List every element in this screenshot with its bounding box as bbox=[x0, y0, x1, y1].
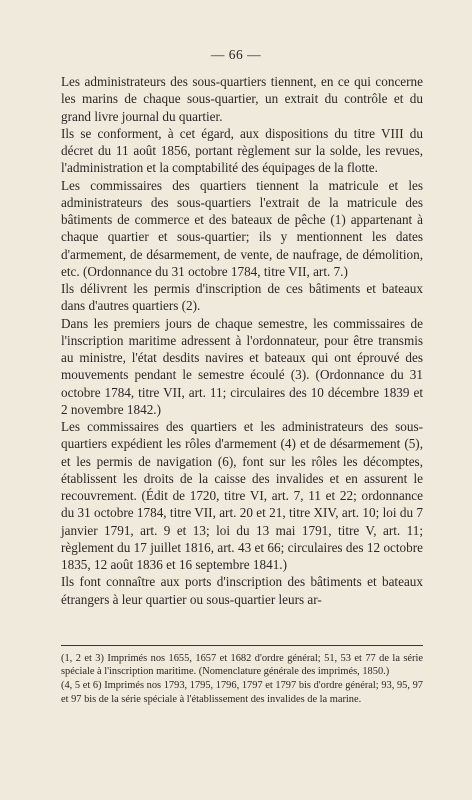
footnote: (1, 2 et 3) Imprimés nos 1655, 1657 et 1682 d'ordre général; 51, 53 et 77 de la série spéciale à l'inscription maritime. (Nomenclature générale des imprimés, 1850.) bbox=[61, 653, 423, 678]
paragraph: Ils font connaître aux ports d'inscription des bâtiments et bateaux étrangers à leur quartier ou sous-quartier leurs ar- bbox=[61, 574, 423, 607]
paragraph: Les commissaires des quartiers tiennent la matricule et les administrateurs des sous-quartiers l'extrait de la matricule des bâtiments de commerce et des bateaux de pêche (1) appartenant à chaque quartier et sous-quartier; ils y mentionnent les dates d'armement, de désarmement, de vente, de naufrage, de démolition, etc. (Ordonnance du 31 octobre 1784, titre VII, art. 7.) bbox=[61, 177, 423, 279]
paragraph: Dans les premiers jours de chaque semestre, les commissaires de l'inscription maritime adressent à l'ordonnateur, pour être transmis au ministre, l'état desdits navires et bateaux qui ont éprouvé des mouvements pendant le semestre écoulé (3). (Ordonnance du 31 octobre 1784, titre VII, art. 11; circulaires des 10 décembre 1839 et 2 novembre 1842.) bbox=[61, 315, 423, 417]
paragraph: Ils se conforment, à cet égard, aux dispositions du titre VIII du décret du 11 août 1856, portant règlement sur la solde, les revues, l'administration et la comptabilité des équipages de la flotte. bbox=[61, 125, 423, 176]
paragraph: Les administrateurs des sous-quartiers tiennent, en ce qui concerne les marins de chaque sous-quartier, un extrait du contrôle et du grand livre journal du quartier. bbox=[61, 74, 423, 124]
footnotes bbox=[61, 652, 423, 707]
paragraph: Ils délivrent les permis d'inscription de ces bâtiments et bateaux dans d'autres quartiers (2). bbox=[61, 281, 423, 314]
main-text bbox=[61, 73, 423, 608]
paragraph: Les commissaires des quartiers et les administrateurs des sous-quartiers expédient les rôles d'armement (4) et de désarmement (5), et les permis de navigation (6), font sur les rôles les décomptes, établissent les droits de la caisse des invalides et en assurent le recouvrement. (Édit de 1720, titre VI, art. 7, 11 et 22; ordonnance du 31 octobre 1784, titre VII, art. 20 et 21, titre XIV, art. 10; loi du 7 janvier 1791, art. 9 et 13; loi du 13 mai 1791, titre V, art. 11; règlement du 17 juillet 1816, art. 43 et 66; circulaires des 12 octobre 1835, 12 août 1836 et 16 septembre 1841.) bbox=[61, 419, 423, 572]
footnote: (4, 5 et 6) Imprimés nos 1793, 1795, 1796, 1797 et 1797 bis d'ordre général; 93, 95, 97 et 97 bis de la série spéciale à l'établissement des invalides de la marine. bbox=[61, 680, 423, 705]
footnote-rule bbox=[61, 645, 423, 646]
page-number: — 66 — bbox=[210, 47, 262, 62]
